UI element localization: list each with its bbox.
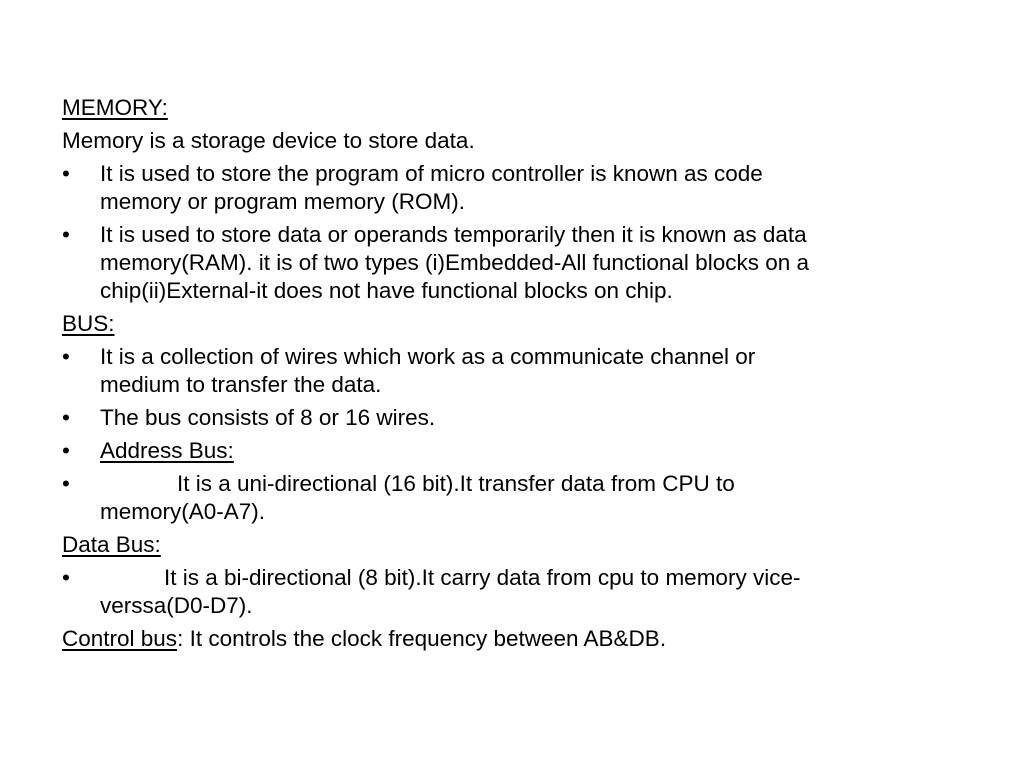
control-bus-line — [62, 625, 962, 653]
address-bus-line1: It is a uni-directional (16 bit).It transfer data from CPU to — [177, 471, 735, 496]
bullet-icon: • — [62, 471, 70, 496]
memory-heading-line — [62, 94, 962, 122]
bullet-icon: • — [62, 222, 70, 247]
address-bus-line2: memory(A0-A7). — [100, 499, 266, 524]
control-bus-text: : It controls the clock frequency between AB&DB. — [177, 626, 667, 651]
data-bus-line1: It is a bi-directional (8 bit).It carry data from cpu to memory vice- — [164, 565, 801, 590]
bullet-icon: • — [62, 565, 70, 590]
memory-bullet-rom-line1: It is used to store the program of micro controller is known as code — [100, 161, 763, 186]
bus-bullet-definition — [62, 343, 962, 399]
bullet-icon: • — [62, 344, 70, 369]
data-bus-heading: Data Bus: — [62, 532, 161, 557]
control-bus-heading: Control bus — [62, 626, 178, 651]
bus-bullet-wires — [62, 404, 962, 432]
memory-bullet-ram-line1: It is used to store data or operands temporarily then it is known as data — [100, 222, 807, 247]
memory-bullet-ram-line2: memory(RAM). it is of two types (i)Embedded-All functional blocks on a — [100, 250, 810, 275]
bus-heading-line — [62, 310, 962, 338]
slide-content — [62, 94, 962, 653]
memory-bullet-ram-line3: chip(ii)External-it does not have functional blocks on chip. — [100, 278, 673, 303]
address-bus-heading-item — [62, 437, 962, 465]
data-bus-heading-line — [62, 531, 962, 559]
memory-bullet-ram — [62, 221, 962, 305]
bullet-icon: • — [62, 161, 70, 186]
address-bus-heading-line — [100, 437, 962, 465]
bus-heading: BUS: — [62, 311, 115, 336]
bus-bullet-definition-line2: medium to transfer the data. — [100, 372, 382, 397]
address-bus-bullet — [62, 470, 962, 526]
memory-heading: MEMORY: — [62, 95, 168, 120]
bullet-icon: • — [62, 405, 70, 430]
memory-intro: Memory is a storage device to store data. — [62, 128, 475, 153]
memory-bullet-rom-line2: memory or program memory (ROM). — [100, 189, 466, 214]
bullet-icon: • — [62, 438, 70, 463]
address-bus-heading: Address Bus: — [100, 438, 234, 463]
bus-bullet-definition-line1: It is a collection of wires which work as a communicate channel or — [100, 344, 756, 369]
data-bus-bullet — [62, 564, 962, 620]
bus-bullet-wires-text: The bus consists of 8 or 16 wires. — [100, 405, 436, 430]
memory-bullet-rom — [62, 160, 962, 216]
data-bus-line2: verssa(D0-D7). — [100, 593, 253, 618]
